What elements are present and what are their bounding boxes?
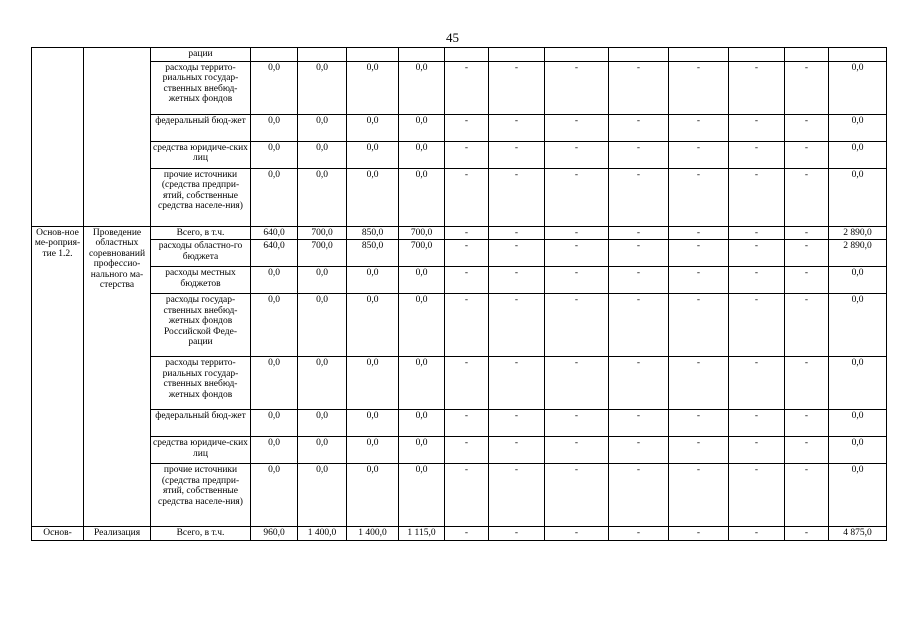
value-cell: 0,0 (298, 267, 347, 294)
value-cell: 0,0 (347, 168, 399, 226)
measure-cell: Основ- (32, 527, 84, 541)
value-cell: 0,0 (251, 168, 298, 226)
funding-source-cell: прочие источники (средства предпри-ятий, собственные средства населе-ния) (151, 168, 251, 226)
total-value-cell: 2 890,0 (829, 240, 887, 267)
value-cell: 0,0 (347, 114, 399, 141)
value-cell: 960,0 (251, 527, 298, 541)
table-row (32, 437, 887, 464)
value-cell: 0,0 (298, 168, 347, 226)
value-cell: - (489, 114, 545, 141)
value-cell: - (669, 240, 729, 267)
measure-cell: Основ-ное ме-роприя-тие 1.2. (32, 226, 84, 527)
measure-name-cell: Проведение областных соревнований профессио-нального ма-стерства (84, 226, 151, 527)
value-cell: - (545, 61, 609, 114)
funding-source-cell: расходы террито-риальных государ-ственных внебюд-жетных фондов (151, 61, 251, 114)
value-cell: 0,0 (399, 464, 445, 527)
value-cell: 0,0 (399, 61, 445, 114)
value-cell: 0,0 (251, 464, 298, 527)
table-row (32, 114, 887, 141)
value-cell (251, 48, 298, 62)
value-cell: - (489, 294, 545, 357)
value-cell: - (785, 240, 829, 267)
value-cell: - (609, 437, 669, 464)
value-cell: - (545, 226, 609, 240)
value-cell (729, 48, 785, 62)
value-cell: - (669, 226, 729, 240)
measure-cell (32, 48, 84, 227)
value-cell: 0,0 (251, 267, 298, 294)
value-cell: 0,0 (251, 61, 298, 114)
value-cell: - (445, 240, 489, 267)
value-cell: - (729, 267, 785, 294)
value-cell: 0,0 (251, 410, 298, 437)
funding-source-cell: средства юридиче-ских лиц (151, 141, 251, 168)
total-value-cell: 0,0 (829, 141, 887, 168)
value-cell: - (785, 114, 829, 141)
value-cell: 700,0 (298, 240, 347, 267)
value-cell: - (669, 141, 729, 168)
value-cell: 850,0 (347, 226, 399, 240)
value-cell: 0,0 (347, 410, 399, 437)
value-cell: - (729, 294, 785, 357)
value-cell: - (489, 357, 545, 410)
total-value-cell: 0,0 (829, 294, 887, 357)
value-cell: - (545, 357, 609, 410)
value-cell: - (609, 464, 669, 527)
table-row (32, 527, 887, 541)
value-cell: - (545, 240, 609, 267)
value-cell: 0,0 (298, 437, 347, 464)
value-cell: 0,0 (251, 141, 298, 168)
value-cell: 0,0 (251, 114, 298, 141)
value-cell (545, 48, 609, 62)
value-cell: 0,0 (251, 437, 298, 464)
value-cell: - (785, 294, 829, 357)
value-cell: - (545, 437, 609, 464)
value-cell: - (785, 168, 829, 226)
value-cell: - (489, 240, 545, 267)
value-cell: - (445, 437, 489, 464)
value-cell (489, 48, 545, 62)
value-cell: 0,0 (399, 168, 445, 226)
total-value-cell: 0,0 (829, 410, 887, 437)
value-cell: 0,0 (298, 294, 347, 357)
value-cell: - (445, 410, 489, 437)
table-row (32, 267, 887, 294)
table-row (32, 410, 887, 437)
total-value-cell: 0,0 (829, 61, 887, 114)
value-cell: - (445, 527, 489, 541)
value-cell: 0,0 (399, 294, 445, 357)
value-cell: - (669, 114, 729, 141)
value-cell: 700,0 (399, 240, 445, 267)
value-cell: - (545, 141, 609, 168)
total-value-cell: 4 875,0 (829, 527, 887, 541)
value-cell: 0,0 (298, 357, 347, 410)
value-cell: - (545, 168, 609, 226)
total-value-cell: 2 890,0 (829, 226, 887, 240)
value-cell: - (489, 61, 545, 114)
value-cell: - (545, 114, 609, 141)
value-cell: - (669, 464, 729, 527)
value-cell: 0,0 (347, 464, 399, 527)
value-cell: - (609, 527, 669, 541)
value-cell: 0,0 (399, 267, 445, 294)
value-cell: - (609, 267, 669, 294)
value-cell: 0,0 (399, 357, 445, 410)
value-cell: 0,0 (399, 410, 445, 437)
value-cell: - (445, 226, 489, 240)
value-cell: 0,0 (399, 437, 445, 464)
value-cell: 1 400,0 (298, 527, 347, 541)
table-row (32, 464, 887, 527)
value-cell: - (729, 437, 785, 464)
funding-source-cell: прочие источники (средства предпри-ятий, собственные средства населе-ния) (151, 464, 251, 527)
funding-source-cell: Всего, в т.ч. (151, 527, 251, 541)
funding-source-cell: федеральный бюд-жет (151, 410, 251, 437)
value-cell: - (445, 168, 489, 226)
value-cell: 0,0 (347, 61, 399, 114)
value-cell: 0,0 (399, 141, 445, 168)
value-cell: - (445, 141, 489, 168)
value-cell (445, 48, 489, 62)
value-cell: - (729, 168, 785, 226)
table-row (32, 294, 887, 357)
value-cell: 0,0 (298, 410, 347, 437)
budget-table (31, 47, 887, 541)
total-value-cell: 0,0 (829, 437, 887, 464)
value-cell: - (729, 114, 785, 141)
value-cell: 0,0 (347, 141, 399, 168)
value-cell: 0,0 (298, 464, 347, 527)
value-cell: - (729, 527, 785, 541)
value-cell (298, 48, 347, 62)
value-cell: - (729, 410, 785, 437)
value-cell: 0,0 (347, 294, 399, 357)
funding-source-cell: расходы террито-риальных государ-ственных внебюд-жетных фондов (151, 357, 251, 410)
value-cell: - (669, 527, 729, 541)
value-cell (399, 48, 445, 62)
value-cell: 1 115,0 (399, 527, 445, 541)
value-cell: - (489, 168, 545, 226)
total-value-cell: 0,0 (829, 464, 887, 527)
total-value-cell: 0,0 (829, 168, 887, 226)
measure-name-cell: Реализация (84, 527, 151, 541)
value-cell: - (545, 527, 609, 541)
value-cell: - (669, 357, 729, 410)
value-cell: - (489, 464, 545, 527)
table-row (32, 168, 887, 226)
value-cell: - (445, 267, 489, 294)
value-cell: - (489, 226, 545, 240)
value-cell: - (785, 61, 829, 114)
measure-name-cell (84, 48, 151, 227)
value-cell: - (545, 267, 609, 294)
value-cell: 0,0 (347, 267, 399, 294)
table-row (32, 141, 887, 168)
value-cell: - (489, 267, 545, 294)
value-cell: - (609, 168, 669, 226)
value-cell: - (445, 61, 489, 114)
value-cell: - (489, 141, 545, 168)
value-cell: - (785, 410, 829, 437)
value-cell: - (785, 464, 829, 527)
value-cell: - (609, 61, 669, 114)
value-cell: - (489, 410, 545, 437)
value-cell: - (785, 141, 829, 168)
value-cell: - (785, 226, 829, 240)
value-cell: - (609, 240, 669, 267)
value-cell: - (609, 141, 669, 168)
value-cell (609, 48, 669, 62)
value-cell: - (729, 240, 785, 267)
value-cell: - (669, 294, 729, 357)
value-cell: - (609, 226, 669, 240)
value-cell: 640,0 (251, 226, 298, 240)
funding-source-cell: Всего, в т.ч. (151, 226, 251, 240)
value-cell: 700,0 (298, 226, 347, 240)
value-cell: - (609, 357, 669, 410)
value-cell: - (609, 114, 669, 141)
value-cell: - (729, 61, 785, 114)
value-cell: - (609, 294, 669, 357)
total-value-cell: 0,0 (829, 357, 887, 410)
value-cell: - (445, 114, 489, 141)
value-cell (669, 48, 729, 62)
value-cell: 0,0 (399, 114, 445, 141)
value-cell: 850,0 (347, 240, 399, 267)
value-cell: 0,0 (347, 437, 399, 464)
value-cell: - (729, 141, 785, 168)
value-cell: - (545, 410, 609, 437)
value-cell: - (445, 464, 489, 527)
table-row (32, 240, 887, 267)
page-number: 45 (446, 30, 459, 45)
funding-source-cell: средства юридиче-ских лиц (151, 437, 251, 464)
value-cell: 700,0 (399, 226, 445, 240)
value-cell: - (609, 410, 669, 437)
value-cell (347, 48, 399, 62)
value-cell: - (669, 437, 729, 464)
value-cell: - (729, 357, 785, 410)
funding-source-cell: расходы областно-го бюджета (151, 240, 251, 267)
value-cell: 0,0 (298, 141, 347, 168)
value-cell: - (729, 464, 785, 527)
value-cell: - (669, 61, 729, 114)
funding-source-cell: расходы местных бюджетов (151, 267, 251, 294)
value-cell: 1 400,0 (347, 527, 399, 541)
value-cell: - (669, 410, 729, 437)
value-cell: - (669, 267, 729, 294)
value-cell: 0,0 (298, 61, 347, 114)
value-cell: - (785, 437, 829, 464)
value-cell: 0,0 (347, 357, 399, 410)
value-cell: - (729, 226, 785, 240)
value-cell: - (669, 168, 729, 226)
table-row (32, 61, 887, 114)
funding-source-cell: расходы государ-ственных внебюд-жетных фондов Российской Феде-рации (151, 294, 251, 357)
value-cell: - (489, 437, 545, 464)
total-value-cell: 0,0 (829, 114, 887, 141)
value-cell: - (785, 527, 829, 541)
value-cell: 0,0 (298, 114, 347, 141)
table-row (32, 357, 887, 410)
value-cell: - (545, 294, 609, 357)
total-value-cell: 0,0 (829, 267, 887, 294)
table-row (32, 48, 887, 62)
value-cell: - (785, 267, 829, 294)
table-row (32, 226, 887, 240)
value-cell: 640,0 (251, 240, 298, 267)
total-value-cell (829, 48, 887, 62)
value-cell: - (545, 464, 609, 527)
value-cell: - (445, 357, 489, 410)
funding-source-cell: рации (151, 48, 251, 62)
value-cell (785, 48, 829, 62)
value-cell: - (489, 527, 545, 541)
value-cell: 0,0 (251, 294, 298, 357)
funding-source-cell: федеральный бюд-жет (151, 114, 251, 141)
value-cell: - (785, 357, 829, 410)
value-cell: 0,0 (251, 357, 298, 410)
value-cell: - (445, 294, 489, 357)
